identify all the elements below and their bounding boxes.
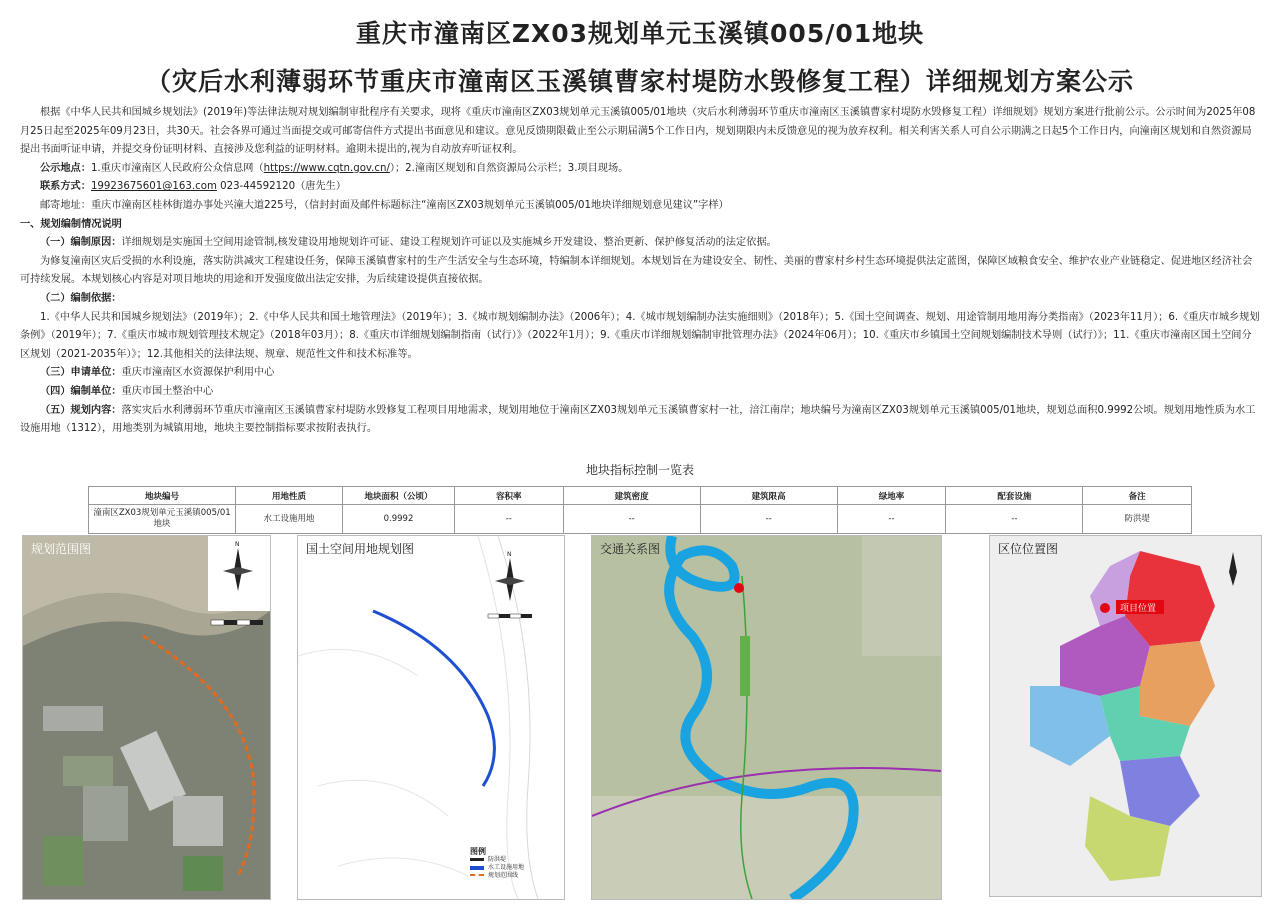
compiler-text: 重庆市国土整治中心 bbox=[121, 385, 214, 397]
table-cell: 水工设施用地 bbox=[236, 505, 343, 534]
applicant-text: 重庆市潼南区水资源保护利用中心 bbox=[121, 367, 275, 379]
reason-line bbox=[20, 234, 1260, 253]
table-header: 建筑限高 bbox=[700, 487, 837, 505]
table-header: 用地性质 bbox=[236, 487, 343, 505]
table-row bbox=[89, 505, 1192, 534]
legend-item: 水工设施用地 bbox=[470, 864, 550, 872]
table-header: 配套设施 bbox=[946, 487, 1083, 505]
mail-line bbox=[20, 197, 1260, 216]
page-title-line1: 重庆市潼南区ZX03规划单元玉溪镇005/01地块 bbox=[355, 19, 925, 48]
intro-paragraph: 根据《中华人民共和国城乡规划法》(2019年)等法律法规对规划编制审批程序有关要求，现将《重庆市潼南区ZX03规划单元玉溪镇005/01地块（灾后水利薄弱环节重庆市潼南区玉溪镇曹家村堤防水毁修复工程）详细规划》规划方案进行批前公示。公示时间为2025年08月25日起至2025年09月23日，共30天。社会各界可通过当面提交或可邮寄信件方式提出书面意见和建议。意见反馈期限截止至公示期届满5个工作日内，规划期限内未反馈意见的视为放弃权利。相关利害关系人可自公示期满之日起5个工作日内，向潼南区规划和自然资源局提出书面听证申请，并提交身份证明材料、直接涉及您利益的证明材料。逾期未提出的,视为自动放弃听证权利。 bbox=[20, 107, 1256, 156]
location-label: 公示地点： bbox=[40, 162, 91, 174]
section-heading: 一、规划编制情况说明 bbox=[20, 218, 122, 230]
table-header: 备注 bbox=[1083, 487, 1192, 505]
content-line bbox=[20, 402, 1260, 439]
legend-item: 防洪堤 bbox=[470, 856, 550, 864]
table-header: 地块面积（公顷） bbox=[343, 487, 455, 505]
basis-text: 1.《中华人民共和国城乡规划法》（2019年）；2.《中华人民共和国土地管理法》（2019年）；3.《城市规划编制办法》（2006年）；4.《城市规划编制办法实施细则》（2018年）；5.《国土空间调查、规划、用途管制用地用海分类指南》（2023年11月）；6.《重庆市城乡规划条例》（2019年）；7.《重庆市城市规划管理技术规定》（2018年03月）；8.《重庆市详细规划编制指南（试行）》（2022年1月）；9.《重庆市详细规划编制审批管理办法》（2024年06月）；10.《重庆市乡镇国土空间规划编制技术导则（试行）》；11.《重庆市潼南区国土空间分区规划（2021-2035年）》；12.其他相关的法律法规、规章、规范性文件和技术标准等。 bbox=[20, 311, 1260, 360]
compiler-line bbox=[20, 383, 1260, 402]
table-header: 容积率 bbox=[455, 487, 564, 505]
index-table bbox=[88, 486, 1192, 534]
basis-label: （二）编制依据： bbox=[40, 292, 122, 304]
reason-label: （一）编制原因： bbox=[40, 237, 122, 249]
planning-scope-map bbox=[22, 535, 271, 900]
table-header: 绿地率 bbox=[837, 487, 946, 505]
compiler-label: （四）编制单位： bbox=[40, 385, 122, 397]
location-part2: ）；2.潼南区规划和自然资源局公示栏；3.项目现场。 bbox=[389, 162, 629, 174]
location-drawing bbox=[990, 536, 1261, 896]
map-title: 交通关系图 bbox=[600, 542, 661, 556]
project-marker bbox=[1100, 603, 1110, 613]
location-line bbox=[20, 160, 1260, 179]
legend-item: 规划范围线 bbox=[470, 872, 550, 880]
applicant-line bbox=[20, 364, 1260, 383]
table-cell: -- bbox=[700, 505, 837, 534]
table-cell: 潼南区ZX03规划单元玉溪镇005/01地块 bbox=[89, 505, 236, 534]
table-cell: 0.9992 bbox=[343, 505, 455, 534]
page-title-line2: （灾后水利薄弱环节重庆市潼南区玉溪镇曹家村堤防水毁修复工程）详细规划方案公示 bbox=[145, 67, 1134, 96]
land-use-map bbox=[297, 535, 565, 900]
content-label: （五）规划内容： bbox=[40, 404, 122, 416]
map-title: 区位位置图 bbox=[998, 542, 1059, 556]
satellite-image bbox=[23, 536, 270, 899]
reason-paragraph: 为修复潼南区灾后受损的水利设施，落实防洪减灾工程建设任务，保障玉溪镇曹家村的生产生活安全与生态环境，特编制本详细规划。本规划旨在为建设安全、韧性、美丽的曹家村乡村生态环境提供法定蓝图，保障区域粮食安全、维护农业产业链稳定、促进地区经济社会可持续发展。本规划核心内容是对项目地块的用途和开发强度做出法定安排，为后续建设提供直接依据。 bbox=[20, 255, 1253, 286]
gov-website-link[interactable]: https://www.cqtn.gov.cn/ bbox=[263, 162, 390, 174]
reason-text: 详细规划是实施国土空间用途管制,核发建设用地规划许可证、建设工程规划许可证以及实施城乡开发建设、整治更新、保护修复活动的法定依据。 bbox=[121, 237, 777, 249]
map-legend bbox=[470, 848, 550, 880]
content-text: 落实灾后水利薄弱环节重庆市潼南区玉溪镇曹家村堤防水毁修复工程项目用地需求，规划用地位于潼南区ZX03规划单元玉溪镇曹家村一社，涪江南岸；地块编号为潼南区ZX03规划单元玉溪镇005/01地块，规划总面积0.9992公顷。规划用地性质为水工设施用地（1312），用地类别为城镇用地，地块主要控制指标要求按附表执行。 bbox=[20, 404, 1256, 435]
traffic-map bbox=[591, 535, 942, 900]
north-label: N bbox=[507, 551, 512, 558]
table-cell: -- bbox=[455, 505, 564, 534]
location-part1: 1.重庆市潼南区人民政府公众信息网（ bbox=[90, 162, 264, 174]
notice-body bbox=[20, 104, 1260, 439]
north-label: N bbox=[235, 541, 240, 548]
project-marker bbox=[734, 583, 744, 593]
table-cell: -- bbox=[837, 505, 946, 534]
contact-phone: 023-44592120（唐先生） bbox=[216, 181, 347, 193]
mail-text: 重庆市潼南区桂林街道办事处兴潼大道225号，（信封封面及邮件标题标注“潼南区ZX03规划单元玉溪镇005/01地块详细规划意见建议”字样） bbox=[90, 199, 729, 211]
land-use-drawing bbox=[298, 536, 564, 899]
location-map bbox=[989, 535, 1262, 897]
table-header: 地块编号 bbox=[89, 487, 236, 505]
map-title: 规划范围图 bbox=[31, 542, 92, 556]
contact-label: 联系方式： bbox=[40, 181, 91, 193]
table-cell: -- bbox=[946, 505, 1083, 534]
table-header-row bbox=[89, 487, 1192, 505]
map-title: 国土空间用地规划图 bbox=[306, 542, 415, 556]
table-cell: 防洪堤 bbox=[1083, 505, 1192, 534]
table-caption: 地块指标控制一览表 bbox=[585, 463, 694, 477]
contact-email-link[interactable]: 19923675601@163.com bbox=[90, 181, 217, 193]
applicant-label: （三）申请单位： bbox=[40, 367, 122, 379]
traffic-drawing bbox=[592, 536, 941, 899]
mail-label: 邮寄地址： bbox=[40, 199, 91, 211]
contact-line bbox=[20, 178, 1260, 197]
table-header: 建筑密度 bbox=[563, 487, 700, 505]
table-cell: -- bbox=[563, 505, 700, 534]
legend-title: 图例 bbox=[470, 847, 486, 856]
project-location-label: 项目位置 bbox=[1120, 604, 1157, 614]
